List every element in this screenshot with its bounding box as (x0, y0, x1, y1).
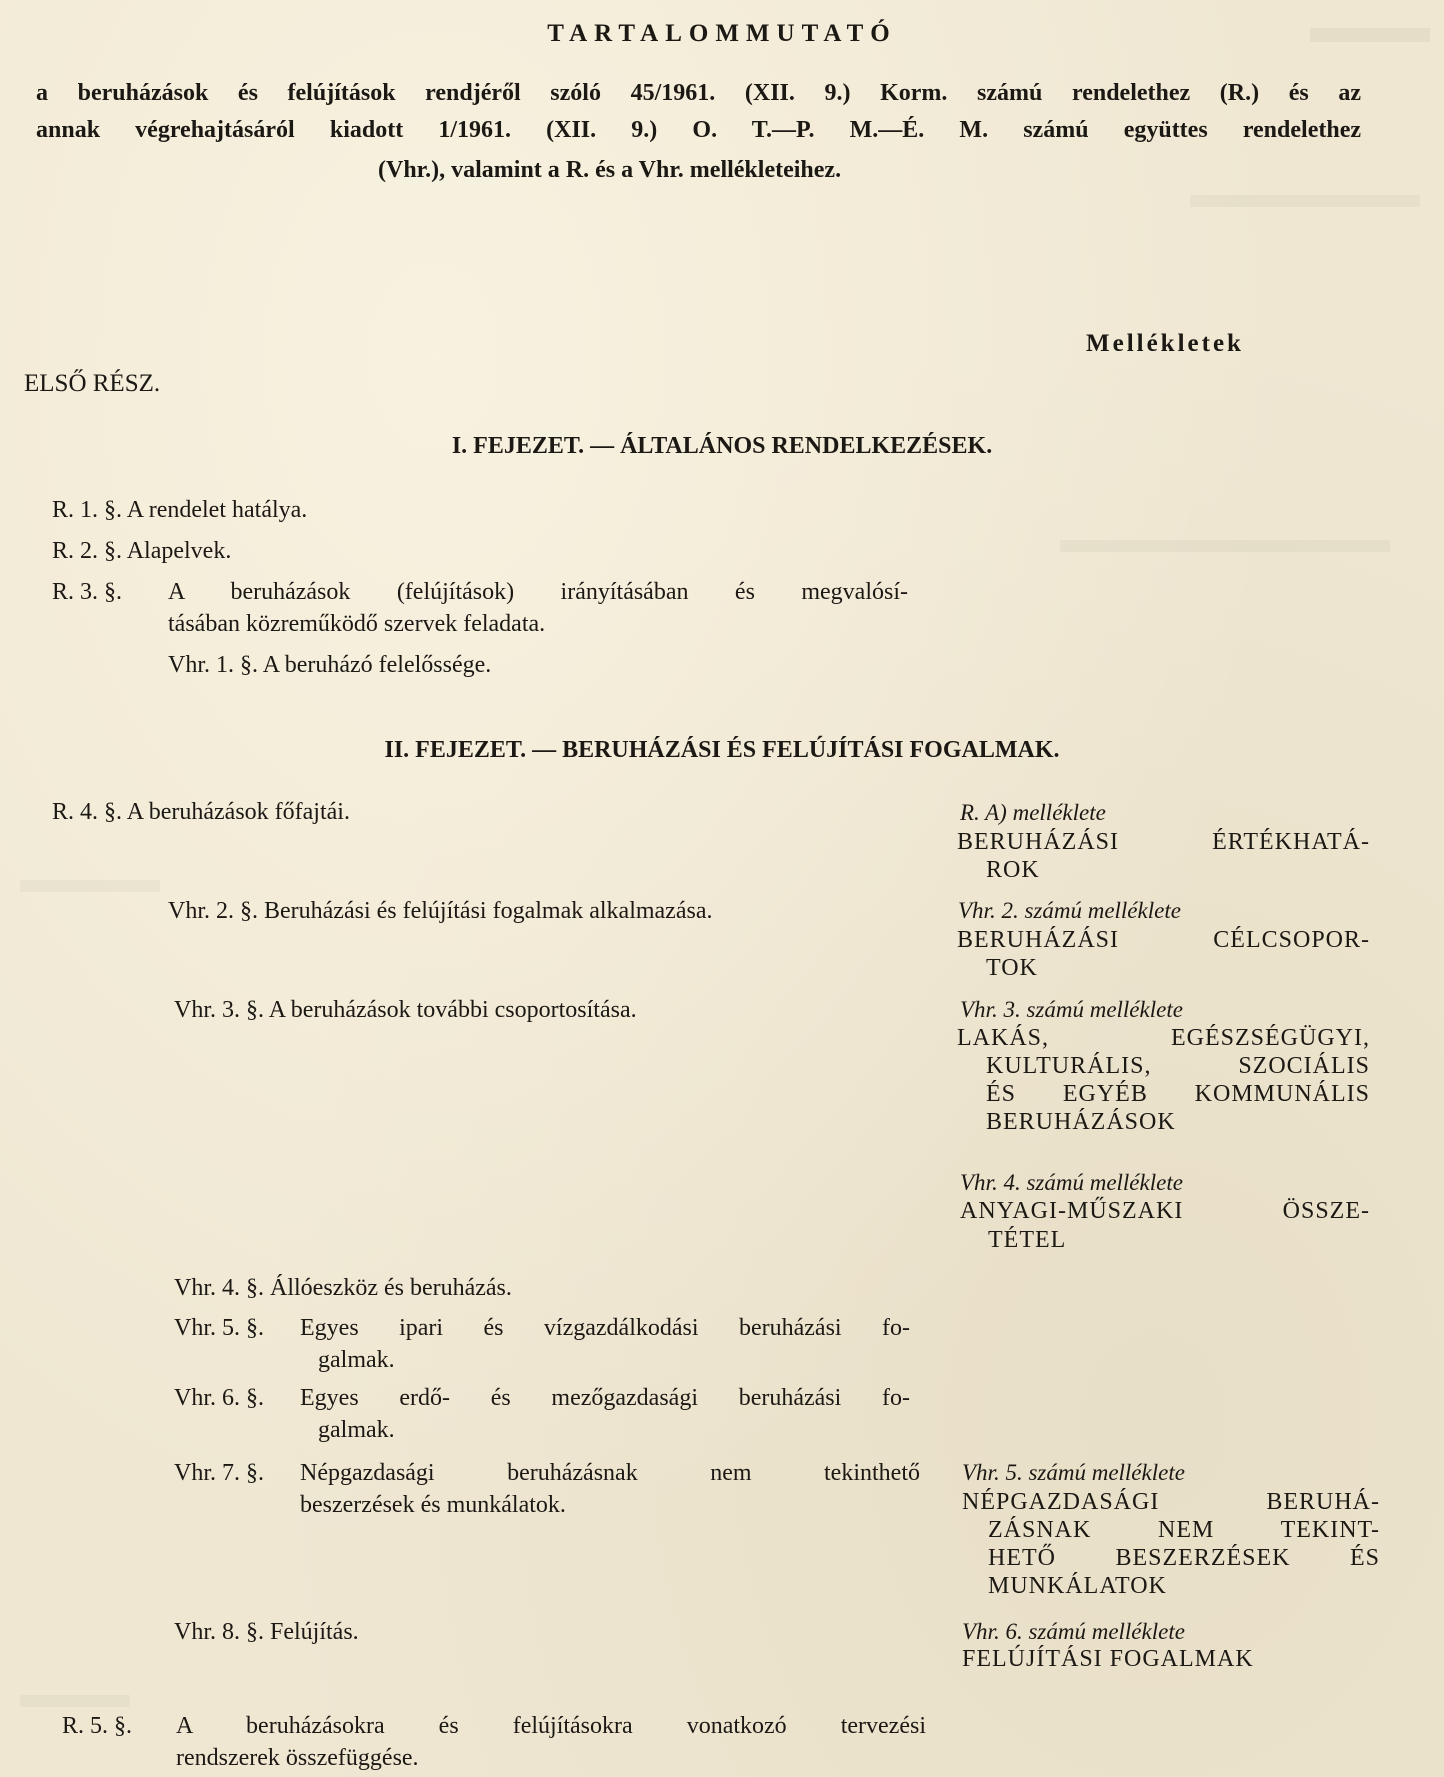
chapter-heading-2: II. FEJEZET. — BERUHÁZÁSI ÉS FELÚJÍTÁSI FOGALMAK. (384, 737, 1060, 763)
entry-v6-ref: Vhr. 6. §. (174, 1385, 264, 1411)
entry-r5-text-line2: rendszerek összefüggése. (176, 1745, 419, 1771)
entry-v5-ref: Vhr. 5. §. (174, 1315, 264, 1341)
annex-v5-line4: MUNKÁLATOK (988, 1573, 1167, 1599)
annex-v6-label: Vhr. 6. számú melléklete (962, 1619, 1185, 1644)
annex-a-line2: ROK (986, 857, 1040, 883)
annex-v5-line3: HETŐ BESZERZÉSEK ÉS (988, 1545, 1380, 1571)
entry-text: A beruházások főfajtái. (126, 799, 350, 825)
entry-v3 (174, 997, 637, 1024)
annex-v5-line2: ZÁSNAK NEM TEKINT- (988, 1517, 1380, 1543)
entry-text: Állóeszköz és beruházás. (270, 1275, 512, 1301)
entry-text: Beruházási és felújítási fogalmak alkalmazása. (264, 898, 713, 924)
entry-r1 (52, 497, 307, 524)
entry-ref: Vhr. 4. §. (174, 1275, 264, 1301)
entry-v5-text-line2: galmak. (318, 1347, 395, 1373)
entry-v1 (168, 652, 491, 679)
page-title: TARTALOMMUTATÓ (547, 20, 897, 47)
annex-v5-line1: NÉPGAZDASÁGI BERUHÁ- (962, 1489, 1380, 1515)
annex-v4-line1: ANYAGI-MŰSZAKI ÖSSZE- (960, 1198, 1370, 1224)
annex-v6-line1: FELÚJÍTÁSI FOGALMAK (962, 1646, 1254, 1672)
annex-v3-line1: LAKÁS, EGÉSZSÉGÜGYI, (957, 1025, 1370, 1051)
subtitle-line-2: annak végrehajtásáról kiadott 1/1961. (XII. 9.) O. T.—P. M.—É. M. számú együttes rendelethez (36, 117, 1361, 143)
entry-text: A rendelet hatálya. (126, 497, 308, 523)
entry-ref: R. 3. §. (52, 579, 123, 605)
entry-v5-text-line1: Egyes ipari és vízgazdálkodási beruházási fo- (300, 1315, 910, 1341)
entry-r5-ref: R. 5. §. (62, 1713, 133, 1739)
annex-v3-line2: KULTURÁLIS, SZOCIÁLIS (986, 1053, 1370, 1079)
annex-v3-label: Vhr. 3. számú melléklete (960, 997, 1183, 1022)
annex-v5-label: Vhr. 5. számú melléklete (962, 1460, 1185, 1485)
entry-ref: Vhr. 1. §. (168, 652, 258, 678)
annex-v4-line2: TÉTEL (988, 1227, 1067, 1253)
entry-r4 (52, 799, 350, 826)
annex-a-line1: BERUHÁZÁSI ÉRTÉKHATÁ- (957, 829, 1370, 855)
entry-r5-text-line1: A beruházásokra és felújításokra vonatkozó tervezési (176, 1713, 926, 1739)
entry-text: A beruházások további csoportosítása. (268, 997, 637, 1023)
entry-text: Felújítás. (270, 1619, 359, 1645)
entry-r3-text-line2: tásában közreműködő szervek feladata. (168, 611, 546, 637)
entry-ref: R. 1. §. (52, 497, 123, 523)
chapter-heading-1: I. FEJEZET. — ÁLTALÁNOS RENDELKEZÉSEK. (451, 433, 993, 459)
annex-v2-line2: TOK (986, 955, 1038, 981)
subtitle-line-3: (Vhr.), valamint a R. és a Vhr. mellékleteihez. (378, 157, 842, 183)
entry-r3-text-line1: A beruházások (felújítások) irányításában és megvalósí- (168, 579, 908, 605)
subtitle-line-1: a beruházások és felújítások rendjéről szóló 45/1961. (XII. 9.) Korm. számú rendelethez (R.) és az (36, 80, 1361, 106)
entry-v6-text-line1: Egyes erdő- és mezőgazdasági beruházási fo- (300, 1385, 910, 1411)
annex-v3-line3: ÉS EGYÉB KOMMUNÁLIS (986, 1081, 1370, 1107)
annex-a-label: R. A) melléklete (960, 800, 1106, 825)
entry-v7-text-line2: beszerzések és munkálatok. (300, 1492, 566, 1518)
entry-text: A beruházó felelőssége. (262, 652, 492, 678)
entry-r3 (52, 579, 122, 606)
entry-v2 (168, 898, 712, 925)
annex-v2-line1: BERUHÁZÁSI CÉLCSOPOR- (957, 927, 1370, 953)
annex-v3-line4: BERUHÁZÁSOK (986, 1109, 1176, 1135)
entry-text: Alapelvek. (126, 538, 232, 564)
entry-v7-text-line1: Népgazdasági beruházásnak nem tekinthető (300, 1460, 920, 1486)
entry-v4 (174, 1275, 512, 1302)
entry-ref: Vhr. 2. §. (168, 898, 258, 924)
entry-v8 (174, 1619, 359, 1646)
entry-ref: Vhr. 3. §. (174, 997, 264, 1023)
entry-ref: Vhr. 8. §. (174, 1619, 264, 1645)
entry-ref: R. 4. §. (52, 799, 123, 825)
entry-r2 (52, 538, 231, 565)
part-heading: ELSŐ RÉSZ. (24, 370, 161, 397)
annex-v4-label: Vhr. 4. számú melléklete (960, 1170, 1183, 1195)
entry-v6-text-line2: galmak. (318, 1417, 395, 1443)
entry-ref: R. 2. §. (52, 538, 123, 564)
entry-v7-ref: Vhr. 7. §. (174, 1460, 264, 1486)
annexes-heading: Mellékletek (1086, 330, 1244, 357)
annex-v2-label: Vhr. 2. számú melléklete (958, 898, 1181, 923)
